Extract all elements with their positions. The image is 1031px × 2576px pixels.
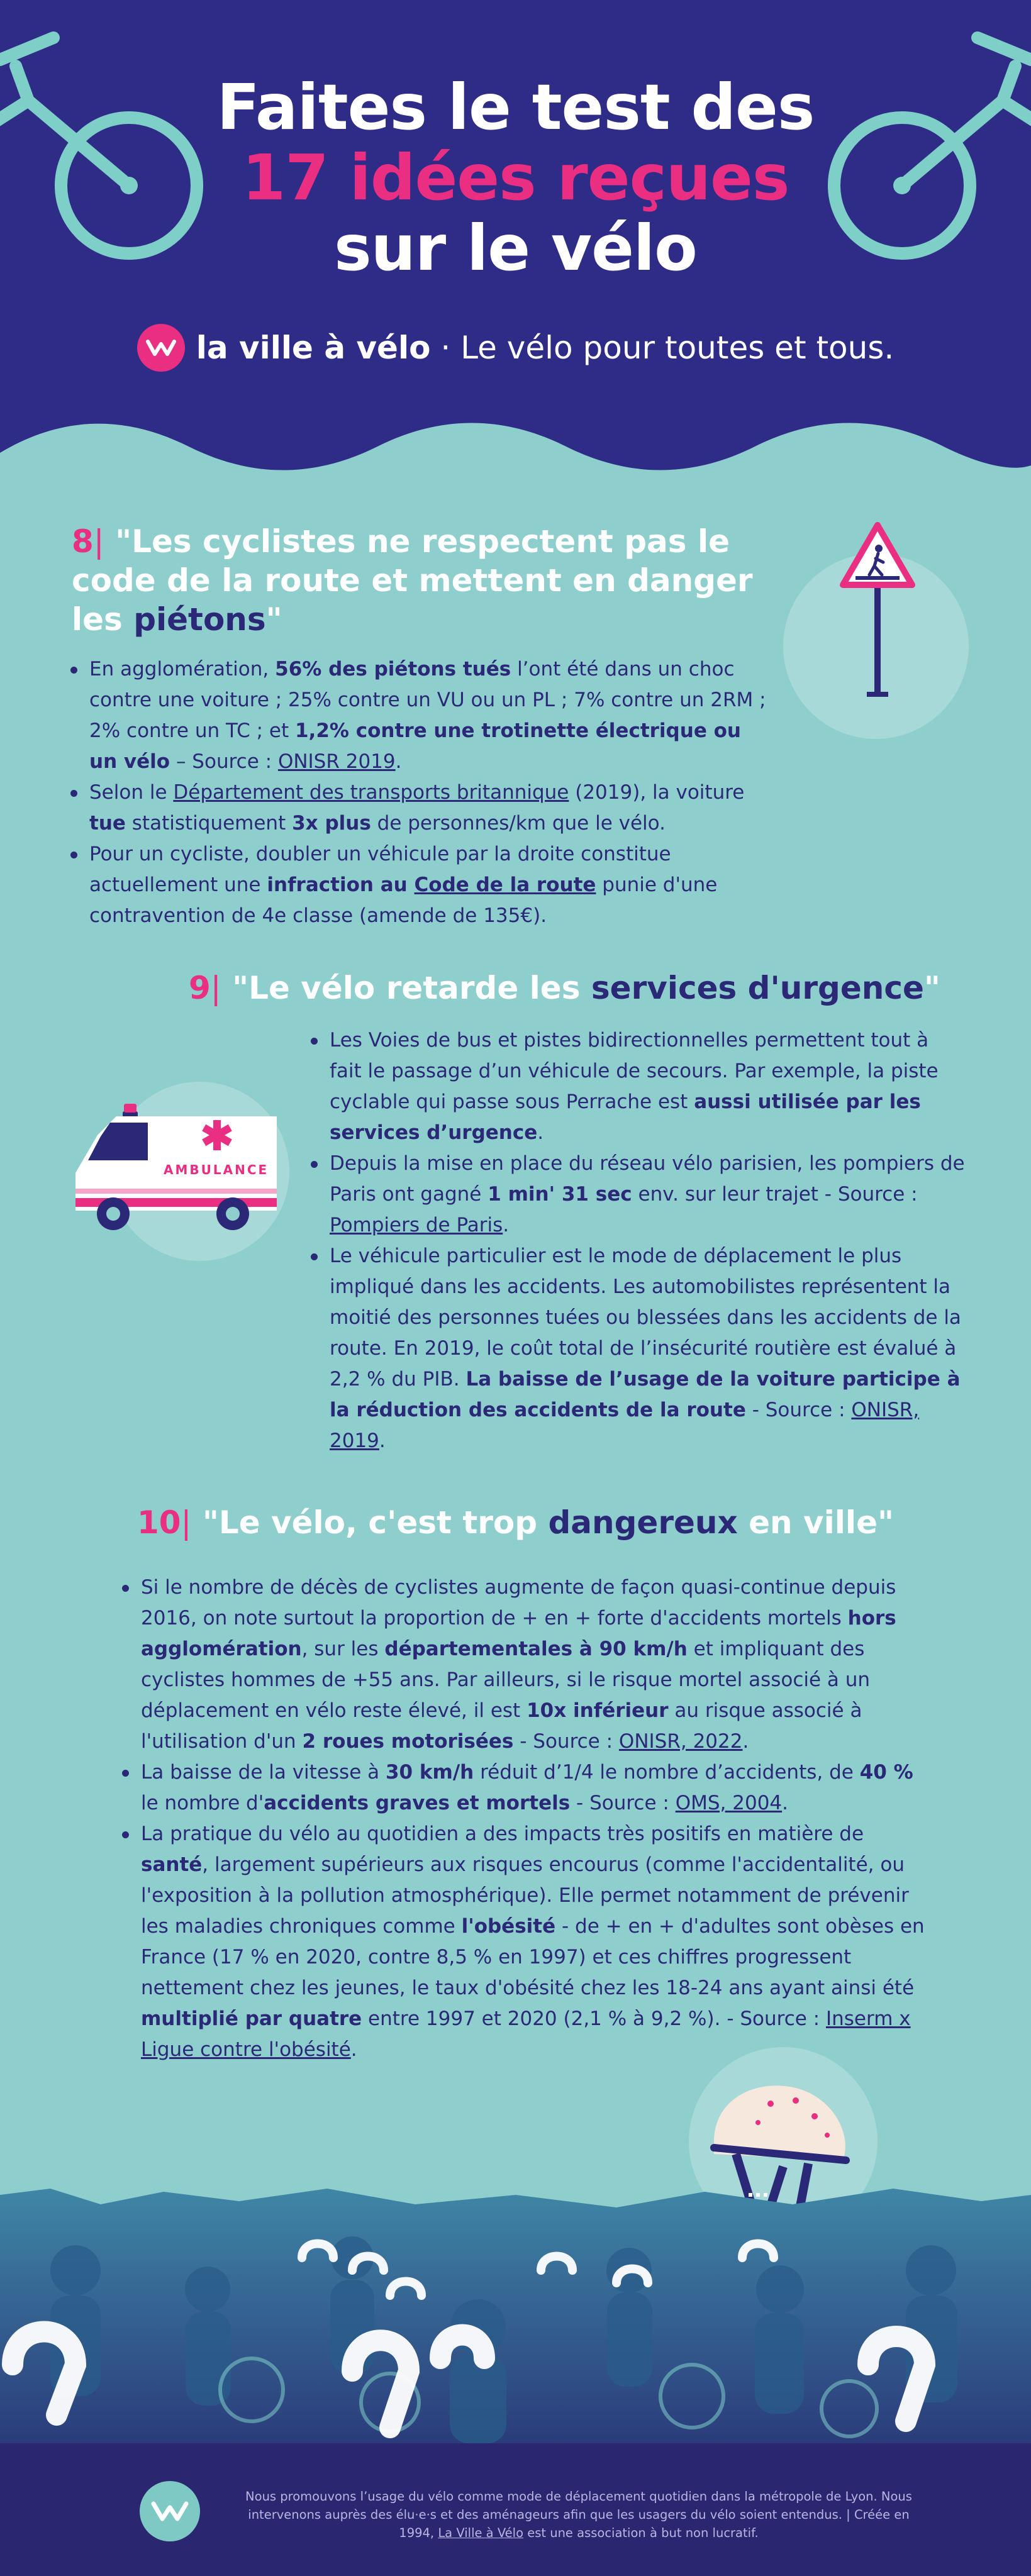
source-link[interactable]: OMS, 2004: [675, 1792, 783, 1814]
list-item: Les Voies de bus et pistes bidirectionnelles permettent tout à fait le passage d’un véhicule de secours. Par exemple, la piste cyclable qui passe sous Perrache est aussi utilisée par les services d’urgence.: [308, 1025, 966, 1148]
brand-row: [0, 324, 1031, 372]
ambulance-label: AMBULANCE: [164, 1162, 269, 1177]
heading-highlight: dangereux: [548, 1504, 738, 1541]
section-9-heading: [189, 969, 1006, 1008]
ambulance-icon: [72, 1097, 280, 1233]
source-link[interactable]: Pompiers de Paris: [330, 1214, 503, 1236]
list-item: Si le nombre de décès de cyclistes augmente de façon quasi-continue depuis 2016, on note surtout la proportion de + en + forte d'accidents mortels hors agglomération, sur les départementales à 90 km/h et impliquant des cyclistes hommes de +55 ans. Par ailleurs, si le risque mortel associé à un déplacement en vélo reste élevé, il est 10x inférieur au risque associé à l'utilisation d'un 2 roues motorisées - Source : ONISR, 2022.: [120, 1572, 931, 1757]
section-8-heading: [72, 522, 776, 639]
myth-number: 8: [72, 523, 94, 560]
header-banner: [0, 0, 1031, 478]
list-item: Le véhicule particulier est le mode de déplacement le plus impliqué dans les accidents. Les automobilistes représentent la moitié des personnes tuées ou blessées dans les accidents de la route. En 2019, le coût total de l’insécurité routière est évalué à 2,2 % du PIB. La baisse de l’usage de la voiture participe à la réduction des accidents de la route - Source : ONISR, 2019.: [308, 1241, 966, 1457]
section-8-list: [68, 654, 766, 931]
heading-text: "Le vélo, c'est trop: [191, 1504, 549, 1541]
brand-tagline: Le vélo pour toutes et tous.: [460, 330, 894, 366]
source-link[interactable]: Code de la route: [414, 874, 596, 896]
section-9-list: [308, 1025, 966, 1457]
brand-name: la ville à vélo: [196, 330, 431, 366]
source-link[interactable]: Inserm x Ligue contre l'obésité: [141, 2007, 911, 2061]
source-link[interactable]: Département des transports britannique: [173, 781, 569, 804]
heading-bar: |: [93, 523, 104, 560]
source-link[interactable]: ONISR 2019: [277, 750, 396, 773]
section-10-list: [120, 1572, 931, 2065]
title-line-2: 17 idées reçues: [242, 141, 789, 214]
heading-text: "Les cyclistes ne respectent pas le code de la route et mettent en danger les: [72, 523, 753, 638]
heading-text: "Le vélo retarde les: [221, 970, 591, 1006]
heading-bar: |: [210, 970, 221, 1006]
section-9: [189, 969, 1006, 1008]
list-item: Pour un cycliste, doubler un véhicule par la droite constitue actuellement une infraction au Code de la route punie d'une contravention de 4e classe (amende de 135€).: [68, 839, 766, 931]
heading-highlight: piétons: [133, 601, 266, 638]
list-item: La pratique du vélo au quotidien a des impacts très positifs en matière de santé, largement supérieurs aux risques encourus (comme l'accidentalité, ou l'exposition à la pollution atmosphérique). Elle permet notamment de prévenir les maladies chroniques comme l'obésité - de + en + d'adultes sont obèses en France (17 % en 2020, contre 8,5 % en 1997) et ces chiffres progressent nettement chez les jeunes, le taux d'obésité chez les 18-24 ans ayant ainsi été multiplié par quatre entre 1997 et 2020 (2,1 % à 9,2 %). - Source : Inserm x Ligue contre l'obésité.: [120, 1819, 931, 2065]
heading-highlight: services d'urgence: [591, 970, 924, 1006]
heading-bar: |: [181, 1504, 192, 1541]
source-link[interactable]: ONISR, 2022: [618, 1730, 743, 1753]
pedestrian-crossing-sign-icon: [837, 522, 918, 698]
section-10-heading: [0, 1503, 1031, 1542]
footer-link[interactable]: La Ville à Vélo: [438, 2526, 524, 2540]
myth-number: 9: [189, 970, 211, 1006]
heading-text-end: ": [923, 970, 940, 1006]
source-link[interactable]: ONISR, 2019: [330, 1399, 920, 1452]
section-8: [72, 522, 776, 639]
page-title: [0, 72, 1031, 284]
list-item: Depuis la mise en place du réseau vélo parisien, les pompiers de Paris ont gagné 1 min' 31 sec env. sur leur trajet - Source : Pompiers de Paris.: [308, 1148, 966, 1241]
heading-text-end: en ville": [737, 1504, 894, 1541]
footer-logo-icon: [140, 2481, 200, 2541]
list-item: Selon le Département des transports britannique (2019), la voiture tue statistiquement 3x plus de personnes/km que le vélo.: [68, 777, 766, 839]
brand-logo-icon: [137, 324, 185, 372]
myth-number: 10: [137, 1504, 181, 1541]
brand-separator: ·: [430, 330, 461, 366]
cyclists-crowd-photo: [0, 2182, 1031, 2446]
wave-divider: [0, 402, 1031, 478]
title-line-1: Faites le test des: [216, 70, 815, 144]
title-line-3: sur le vélo: [334, 211, 697, 285]
heading-text-end: ": [265, 601, 282, 638]
footer-text: Nous promouvons l’usage du vélo comme mode de déplacement quotidien dans la métropole de Lyon. Nous intervenons auprès des élu·e·s et des aménageurs afin que les usagers du vélo soient entendus. | Créée en 1994, La Ville à Vélo est une association à but non lucratif.: [245, 2489, 912, 2540]
section-10: [0, 1503, 1031, 1542]
list-item: En agglomération, 56% des piétons tués l’ont été dans un choc contre une voiture ; 25% contre un VU ou un PL ; 7% contre un 2RM ; 2% contre un TC ; et 1,2% contre une trotinette électrique ou un vélo – Source : ONISR 2019.: [68, 654, 766, 777]
list-item: La baisse de la vitesse à 30 km/h réduit d’1/4 le nombre d’accidents, de 40 % le nombre d'accidents graves et mortels - Source : OMS, 2004.: [120, 1757, 931, 1819]
footer: [0, 2443, 1031, 2576]
